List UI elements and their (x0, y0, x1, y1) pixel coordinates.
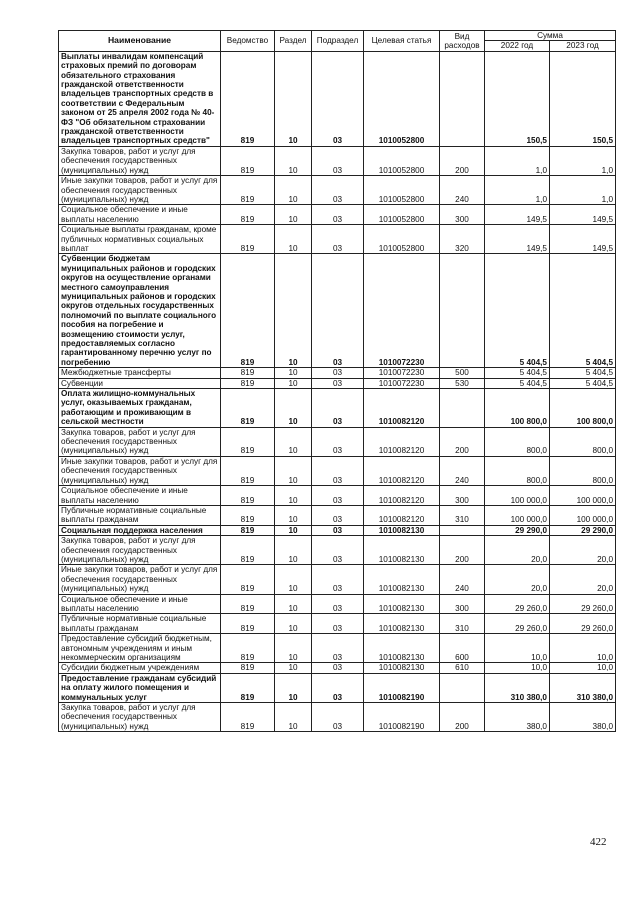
cell-name: Межбюджетные трансферты (59, 368, 221, 378)
cell-name: Социальное обеспечение и иные выплаты населению (59, 594, 221, 614)
cell-2023: 100 000,0 (550, 505, 616, 525)
cell-name: Социальное обеспечение и иные выплаты населению (59, 486, 221, 506)
table-row (59, 389, 616, 428)
cell-section: 10 (275, 614, 312, 634)
cell-name: Социальная поддержка населения (59, 525, 221, 535)
cell-section: 10 (275, 51, 312, 146)
cell-target: 1010052800 (364, 176, 440, 205)
cell-exp-type: 200 (440, 146, 485, 175)
cell-dept: 819 (221, 663, 275, 673)
cell-2022: 20,0 (485, 565, 550, 594)
cell-exp-type: 600 (440, 634, 485, 663)
cell-dept: 819 (221, 536, 275, 565)
cell-subsection: 03 (312, 634, 364, 663)
cell-section: 10 (275, 594, 312, 614)
cell-target: 1010052800 (364, 146, 440, 175)
cell-target: 1010082120 (364, 427, 440, 456)
cell-section: 10 (275, 663, 312, 673)
cell-dept: 819 (221, 254, 275, 368)
cell-2022: 29 260,0 (485, 614, 550, 634)
cell-exp-type (440, 673, 485, 702)
cell-subsection: 03 (312, 486, 364, 506)
cell-dept: 819 (221, 456, 275, 485)
cell-subsection: 03 (312, 254, 364, 368)
cell-dept: 819 (221, 225, 275, 254)
cell-subsection: 03 (312, 614, 364, 634)
cell-subsection: 03 (312, 427, 364, 456)
cell-subsection: 03 (312, 368, 364, 378)
cell-section: 10 (275, 525, 312, 535)
cell-2022: 1,0 (485, 146, 550, 175)
cell-exp-type: 240 (440, 176, 485, 205)
cell-2022: 5 404,5 (485, 368, 550, 378)
cell-2023: 29 260,0 (550, 614, 616, 634)
cell-2022: 29 290,0 (485, 525, 550, 535)
cell-exp-type: 240 (440, 456, 485, 485)
col-header-section: Раздел (275, 31, 312, 52)
col-header-name: Наименование (59, 31, 221, 52)
cell-2023: 5 404,5 (550, 368, 616, 378)
cell-target: 1010072230 (364, 368, 440, 378)
budget-table-sheet (58, 30, 615, 732)
cell-section: 10 (275, 225, 312, 254)
cell-subsection: 03 (312, 146, 364, 175)
cell-name: Закупка товаров, работ и услуг для обеспечения государственных (муниципальных) нужд (59, 703, 221, 732)
cell-exp-type: 300 (440, 205, 485, 225)
cell-exp-type: 200 (440, 427, 485, 456)
cell-name: Публичные нормативные социальные выплаты гражданам (59, 505, 221, 525)
cell-name: Предоставление гражданам субсидий на оплату жилого помещения и коммунальных услуг (59, 673, 221, 702)
cell-2023: 5 404,5 (550, 378, 616, 388)
table-row (59, 368, 616, 378)
cell-subsection: 03 (312, 594, 364, 614)
cell-name: Субвенции бюджетам муниципальных районов и городских округов на осуществление органами местного самоуправления муниципальных районов и городских округов отдельных государственных полномочий по выплате социального пособия на погребение и возмещению стоимости услуг, предоставляемых согласно гарантированному перечню услуг по погребению (59, 254, 221, 368)
cell-section: 10 (275, 176, 312, 205)
cell-target: 1010082130 (364, 614, 440, 634)
table-row (59, 205, 616, 225)
cell-section: 10 (275, 205, 312, 225)
cell-name: Закупка товаров, работ и услуг для обеспечения государственных (муниципальных) нужд (59, 146, 221, 175)
cell-target: 1010072230 (364, 378, 440, 388)
col-header-2022: 2022 год (485, 41, 550, 51)
cell-dept: 819 (221, 389, 275, 428)
cell-subsection: 03 (312, 389, 364, 428)
cell-2023: 800,0 (550, 427, 616, 456)
table-row (59, 176, 616, 205)
cell-dept: 819 (221, 427, 275, 456)
cell-name: Субсидии бюджетным учреждениям (59, 663, 221, 673)
cell-section: 10 (275, 427, 312, 456)
cell-2023: 149,5 (550, 205, 616, 225)
cell-2022: 100 000,0 (485, 505, 550, 525)
cell-section: 10 (275, 703, 312, 732)
cell-dept: 819 (221, 486, 275, 506)
cell-dept: 819 (221, 525, 275, 535)
cell-section: 10 (275, 486, 312, 506)
table-row (59, 594, 616, 614)
cell-exp-type: 500 (440, 368, 485, 378)
cell-name: Закупка товаров, работ и услуг для обеспечения государственных (муниципальных) нужд (59, 427, 221, 456)
cell-section: 10 (275, 368, 312, 378)
cell-name: Иные закупки товаров, работ и услуг для обеспечения государственных (муниципальных) нужд (59, 176, 221, 205)
cell-subsection: 03 (312, 225, 364, 254)
cell-dept: 819 (221, 703, 275, 732)
cell-subsection: 03 (312, 673, 364, 702)
cell-2022: 380,0 (485, 703, 550, 732)
cell-target: 1010052800 (364, 225, 440, 254)
cell-exp-type (440, 389, 485, 428)
cell-target: 1010082130 (364, 594, 440, 614)
cell-subsection: 03 (312, 456, 364, 485)
cell-exp-type: 610 (440, 663, 485, 673)
cell-section: 10 (275, 505, 312, 525)
col-header-exp-type: Вид расходов (440, 31, 485, 52)
cell-2022: 100 800,0 (485, 389, 550, 428)
cell-2022: 150,5 (485, 51, 550, 146)
cell-2023: 100 000,0 (550, 486, 616, 506)
cell-subsection: 03 (312, 536, 364, 565)
cell-subsection: 03 (312, 565, 364, 594)
cell-dept: 819 (221, 505, 275, 525)
cell-section: 10 (275, 673, 312, 702)
cell-2023: 29 260,0 (550, 594, 616, 614)
table-row (59, 427, 616, 456)
cell-name: Субвенции (59, 378, 221, 388)
table-row (59, 146, 616, 175)
cell-name: Социальное обеспечение и иные выплаты населению (59, 205, 221, 225)
cell-2023: 800,0 (550, 456, 616, 485)
cell-target: 1010082190 (364, 703, 440, 732)
cell-dept: 819 (221, 565, 275, 594)
cell-exp-type (440, 51, 485, 146)
cell-dept: 819 (221, 176, 275, 205)
cell-2022: 20,0 (485, 536, 550, 565)
cell-target: 1010082130 (364, 525, 440, 535)
page-number: 422 (590, 836, 607, 848)
cell-subsection: 03 (312, 525, 364, 535)
col-header-dept: Ведомство (221, 31, 275, 52)
cell-target: 1010052800 (364, 205, 440, 225)
cell-subsection: 03 (312, 205, 364, 225)
cell-name: Выплаты инвалидам компенсаций страховых премий по договорам обязательного страхования гражданской ответственности владельцев транспортных средств в соответствии с Федеральным законом от 25 апреля 2002 года № 40-ФЗ "Об обязательном страховании гражданской ответственности владельцев транспортных средств" (59, 51, 221, 146)
cell-2022: 310 380,0 (485, 673, 550, 702)
table-row (59, 673, 616, 702)
col-header-subsection: Подраздел (312, 31, 364, 52)
cell-target: 1010082130 (364, 634, 440, 663)
cell-exp-type: 530 (440, 378, 485, 388)
cell-2023: 20,0 (550, 565, 616, 594)
table-row (59, 525, 616, 535)
cell-2022: 5 404,5 (485, 254, 550, 368)
cell-name: Иные закупки товаров, работ и услуг для обеспечения государственных (муниципальных) нужд (59, 565, 221, 594)
cell-section: 10 (275, 146, 312, 175)
cell-2022: 100 000,0 (485, 486, 550, 506)
table-body (59, 51, 616, 731)
cell-name: Оплата жилищно-коммунальных услуг, оказываемых гражданам, работающим и проживающим в сельской местности (59, 389, 221, 428)
cell-subsection: 03 (312, 176, 364, 205)
cell-2022: 10,0 (485, 634, 550, 663)
cell-2022: 29 260,0 (485, 594, 550, 614)
cell-target: 1010052800 (364, 51, 440, 146)
cell-target: 1010082120 (364, 389, 440, 428)
cell-2022: 10,0 (485, 663, 550, 673)
cell-section: 10 (275, 565, 312, 594)
cell-exp-type (440, 254, 485, 368)
cell-dept: 819 (221, 614, 275, 634)
cell-target: 1010082190 (364, 673, 440, 702)
cell-section: 10 (275, 389, 312, 428)
col-header-sum: Сумма (485, 31, 616, 41)
cell-2023: 29 290,0 (550, 525, 616, 535)
cell-2023: 380,0 (550, 703, 616, 732)
cell-exp-type: 310 (440, 505, 485, 525)
table-row (59, 456, 616, 485)
cell-subsection: 03 (312, 378, 364, 388)
budget-table (58, 30, 616, 732)
cell-dept: 819 (221, 146, 275, 175)
cell-subsection: 03 (312, 663, 364, 673)
table-row (59, 614, 616, 634)
cell-2023: 1,0 (550, 146, 616, 175)
cell-subsection: 03 (312, 703, 364, 732)
cell-subsection: 03 (312, 505, 364, 525)
cell-exp-type: 300 (440, 594, 485, 614)
cell-section: 10 (275, 456, 312, 485)
cell-name: Закупка товаров, работ и услуг для обеспечения государственных (муниципальных) нужд (59, 536, 221, 565)
cell-exp-type: 240 (440, 565, 485, 594)
cell-2023: 20,0 (550, 536, 616, 565)
cell-dept: 819 (221, 378, 275, 388)
table-row (59, 51, 616, 146)
cell-dept: 819 (221, 634, 275, 663)
cell-exp-type: 300 (440, 486, 485, 506)
cell-dept: 819 (221, 51, 275, 146)
cell-2022: 800,0 (485, 427, 550, 456)
cell-2022: 1,0 (485, 176, 550, 205)
table-row (59, 634, 616, 663)
table-row (59, 663, 616, 673)
cell-dept: 819 (221, 673, 275, 702)
cell-2023: 5 404,5 (550, 254, 616, 368)
cell-subsection: 03 (312, 51, 364, 146)
table-row (59, 703, 616, 732)
table-row (59, 378, 616, 388)
table-row (59, 486, 616, 506)
table-row (59, 565, 616, 594)
cell-dept: 819 (221, 368, 275, 378)
cell-section: 10 (275, 634, 312, 663)
cell-target: 1010082130 (364, 536, 440, 565)
cell-2022: 800,0 (485, 456, 550, 485)
cell-target: 1010082120 (364, 456, 440, 485)
cell-2023: 310 380,0 (550, 673, 616, 702)
cell-2023: 10,0 (550, 663, 616, 673)
cell-name: Предоставление субсидий бюджетным, автономным учреждениям и иным некоммерческим организациям (59, 634, 221, 663)
cell-exp-type: 200 (440, 536, 485, 565)
cell-exp-type (440, 525, 485, 535)
cell-target: 1010082120 (364, 505, 440, 525)
cell-exp-type: 310 (440, 614, 485, 634)
cell-section: 10 (275, 536, 312, 565)
col-header-2023: 2023 год (550, 41, 616, 51)
cell-section: 10 (275, 378, 312, 388)
cell-exp-type: 200 (440, 703, 485, 732)
table-row (59, 505, 616, 525)
cell-dept: 819 (221, 205, 275, 225)
cell-target: 1010082130 (364, 565, 440, 594)
table-row (59, 254, 616, 368)
cell-target: 1010082130 (364, 663, 440, 673)
cell-name: Социальные выплаты гражданам, кроме публичных нормативных социальных выплат (59, 225, 221, 254)
cell-target: 1010072230 (364, 254, 440, 368)
cell-name: Публичные нормативные социальные выплаты гражданам (59, 614, 221, 634)
cell-2023: 149,5 (550, 225, 616, 254)
cell-exp-type: 320 (440, 225, 485, 254)
cell-2022: 5 404,5 (485, 378, 550, 388)
cell-2023: 150,5 (550, 51, 616, 146)
table-header (59, 31, 616, 52)
cell-2023: 1,0 (550, 176, 616, 205)
table-row (59, 536, 616, 565)
cell-target: 1010082120 (364, 486, 440, 506)
cell-dept: 819 (221, 594, 275, 614)
cell-2022: 149,5 (485, 205, 550, 225)
cell-2022: 149,5 (485, 225, 550, 254)
cell-name: Иные закупки товаров, работ и услуг для обеспечения государственных (муниципальных) нужд (59, 456, 221, 485)
col-header-target: Целевая статья (364, 31, 440, 52)
cell-2023: 100 800,0 (550, 389, 616, 428)
cell-2023: 10,0 (550, 634, 616, 663)
cell-section: 10 (275, 254, 312, 368)
table-row (59, 225, 616, 254)
